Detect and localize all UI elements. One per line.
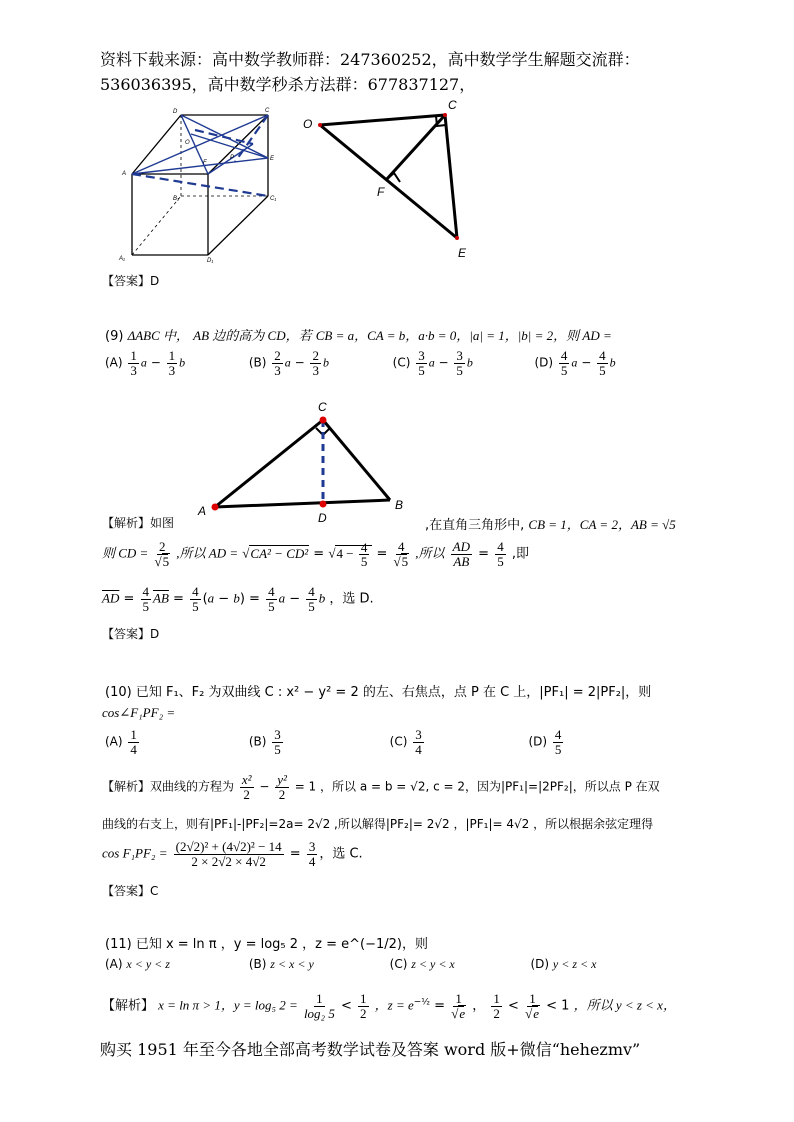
q9-b-c1-den: 3: [274, 362, 281, 378]
q10-number: (10): [105, 685, 132, 700]
q10-analysis-3den: 2 × 2√2 × 4√2: [191, 853, 266, 869]
q10-option-c: [390, 728, 525, 756]
q11-number: (11): [105, 937, 132, 952]
q9-b-c1-num: 2: [274, 348, 281, 363]
q11-option-b-text: z < x < y: [270, 957, 314, 971]
q9-stem-c: CB = a，CA = b，a·b = 0，|a| = 1，|b| = 2，则 AD =: [315, 328, 612, 343]
q9-number: (9): [105, 329, 124, 344]
q9-stem: [105, 325, 612, 344]
q10-option-c-label: (C): [389, 734, 408, 749]
q9-stem-a: ΔABC 中，: [127, 328, 189, 343]
q9-option-a: (A) $\frac{1}{3}$ a − $\frac{1}{3}$ b: [105, 348, 186, 378]
q9-b-c2-den: 3: [312, 362, 319, 378]
q9-line2-a: 则 CD =: [102, 545, 149, 561]
right-triangle-figure: [295, 95, 485, 265]
q10-option-a: [105, 728, 245, 756]
q10-c-num: 3: [415, 727, 422, 742]
q8-answer: 【答案】D: [102, 274, 160, 288]
q10-options: [105, 728, 605, 756]
q10-analysis-line2: 曲线的右支上，则有|PF₁|-|PF₂|=2a= 2√2 ,所以解得|PF₂|= 2√2 ，|PF₁|= 4√2 ，所以根据余弦定理得: [102, 817, 654, 831]
q9-options: [105, 349, 665, 377]
q11-analysis-d: ，: [472, 998, 486, 1014]
q11-option-a-text: x < y < z: [126, 957, 170, 971]
cube-label-B1: B₁: [173, 196, 179, 202]
cube-label-C1: C₁: [270, 196, 277, 202]
q9-a-c1-den: 3: [130, 362, 137, 378]
q9-option-b-label: (B): [248, 355, 267, 370]
q11-option-a-label: (A): [105, 957, 123, 971]
q11-option-d: [530, 957, 596, 972]
q11-option-c-text: z < y < x: [411, 957, 455, 971]
q11-analysis-c: ，z = e: [374, 997, 414, 1013]
q9-fig-label-D: D: [318, 511, 327, 525]
cube-label-P: P: [230, 155, 235, 161]
q9-answer: 【答案】D: [102, 627, 160, 641]
cube-label-A1: A₁: [119, 256, 125, 262]
q10-stem2: cos∠F₁PF₂ =: [102, 705, 176, 720]
q9-fig-label-B: B: [395, 498, 404, 512]
q9-line2-d: ,即: [511, 546, 529, 562]
q9-analysis-tail-text: ,在直角三角形中,: [425, 518, 525, 533]
q9-d-c2-den: 5: [599, 362, 606, 378]
q10-stem-text: 已知 F₁、F₂ 为双曲线 C : x² − y² = 2 的左、右焦点，点 P 在 C 上，|PF₁| = 2|PF₂|，则: [135, 685, 652, 700]
source-line-1: 资料下载来源：高中数学教师群：247360252，高中数学学生解题交流群：: [100, 50, 640, 69]
q9-d-c2-num: 4: [599, 348, 606, 363]
q10-b-num: 3: [274, 727, 281, 742]
q9-analysis-line3: $\overline{AD}$ = $\frac{4}{5}$ $\overline{AB}$ = $\frac{4}{5}$ (a − b) = $\frac{4}{5}$ a − $\frac{4}{5}$ b ，选 D.: [102, 584, 374, 614]
q11-option-d-label: (D): [530, 957, 550, 971]
q11-stem-text: 已知 x = ln π ，y = log₅ 2 ，z = e^(−1/2)，则: [135, 937, 428, 952]
q11-option-d-text: y < z < x: [552, 957, 597, 971]
q10-d-num: 4: [554, 727, 562, 742]
q10-analysis-line1: 【解析】双曲线的方程为 $\frac{\text{x²}}{2}$ − $\frac{\text{y²}}{2}$ = 1 ，所以 a = b = √2, c = 2，因为|PF₁|=|2PF₂|，所以点 P 在双: [102, 772, 660, 802]
q11-stem: [105, 933, 428, 952]
q9-analysis-vals: CB = 1，CA = 2，AB = √5: [528, 517, 676, 532]
q11-option-b-label: (B): [248, 957, 267, 971]
q9-option-c-label: (C): [392, 355, 411, 370]
q10-a-den: 4: [130, 741, 137, 757]
tri-label-F: F: [377, 185, 385, 199]
q10-d-den: 5: [554, 741, 562, 757]
q10-option-d: [528, 728, 565, 756]
q10-option-a-label: (A): [105, 734, 123, 749]
q9-option-d: (D) $\frac{4}{5}$ a − $\frac{4}{5}$ b: [534, 348, 616, 378]
q9-triangle-figure: [190, 395, 420, 525]
q9-c-c1-num: 3: [418, 348, 425, 363]
cube-figure: [115, 100, 285, 265]
q11-option-b: [249, 957, 386, 972]
q10-analysis-1b: ，所以 a = b = √2, c = 2，因为|PF₁|=|2PF₂|，所以点 P 在双: [320, 779, 660, 794]
q10-answer: 【答案】C: [102, 884, 159, 898]
q11-analysis-e: ，所以 y < z < x，: [573, 997, 676, 1013]
q9-line3-tail: ，选 D.: [329, 591, 374, 607]
q9-option-d-label: (D): [534, 355, 554, 370]
q10-a-num: 1: [130, 727, 137, 742]
q10-stem: [105, 681, 651, 700]
q9-option-c: (C) $\frac{3}{5}$ a − $\frac{3}{5}$ b: [392, 348, 473, 378]
q11-analysis-a: 【解析】: [102, 998, 155, 1014]
q9-stem-b: AB 边的高为 CD，若: [193, 328, 312, 343]
q9-a-c2-den: 3: [168, 362, 176, 378]
source-line-2: 536036395，高中数学秒杀方法群：677837127，: [100, 75, 476, 94]
q9-option-b: (B) $\frac{2}{3}$ a − $\frac{2}{3}$ b: [248, 348, 329, 378]
q11-option-a: [105, 957, 245, 972]
q10-analysis-1a: 【解析】双曲线的方程为: [102, 779, 235, 794]
q9-b-c2-num: 2: [312, 348, 319, 363]
cube-label-E: E: [270, 156, 275, 162]
q10-analysis-3a: cos F₁PF₂ =: [102, 845, 168, 861]
q10-analysis-3num: (2√2)² + (4√2)² − 14: [175, 839, 282, 854]
cube-label-O: O: [185, 140, 190, 146]
q10-option-d-label: (D): [528, 734, 548, 749]
cube-label-D1: D₁: [207, 258, 214, 264]
q10-analysis-3b: ，选 C.: [319, 846, 363, 862]
q9-c-c2-den: 5: [456, 362, 463, 378]
tri-label-O: O: [303, 117, 313, 131]
cube-label-D: D: [173, 109, 178, 115]
q11-option-c-label: (C): [389, 957, 408, 971]
q9-fig-label-C: C: [318, 400, 327, 414]
cube-label-A: A: [122, 171, 127, 177]
q9-line2-b: ,所以 AD =: [176, 545, 239, 561]
q11-analysis: 【解析】 x = ln π > 1，y = log₅ 2 = $\frac{1}{\text{log₂ 5}}$ < $\frac{1}{2}$ ，$z = e^{-\frac{1}{2}}$ = $\frac{1}{√e}$ ， $\frac{1}{2}$ < $\frac{1}{√e}$ < 1 ，所以 y < z < x，: [102, 991, 676, 1021]
q10-analysis-line3: cos F₁PF₂ = $\frac{\text{(2√2)² + (4√2)² − 14}}{2 \times 2√2 \times 4√2}$ = $\frac{3}{4}$ ，选 C.: [102, 839, 363, 869]
q9-a-c1-num: 1: [130, 348, 137, 363]
q11-option-c: [390, 957, 527, 972]
q10-b-den: 5: [274, 741, 281, 757]
cube-label-C: C: [265, 108, 270, 114]
q11-options: [105, 957, 665, 972]
footer-promo: 购买 1951 年至今各地全部高考数学试卷及答案 word 版+微信“hehezmv”: [100, 1040, 641, 1059]
q10-c-den: 4: [415, 741, 422, 757]
q9-analysis-label: 【解析】如图: [102, 516, 175, 530]
q9-analysis-tail: [425, 514, 676, 533]
q9-d-c1-num: 4: [560, 348, 568, 363]
cube-label-F: F: [203, 160, 207, 166]
q10-option-b: [249, 728, 386, 756]
q9-a-c2-num: 1: [168, 348, 176, 363]
q9-c-c1-den: 5: [418, 362, 425, 378]
q11-analysis-b: x = ln π > 1，y = log₅ 2 =: [158, 997, 298, 1013]
q9-line2-c: ,所以: [415, 545, 445, 561]
q9-d-c1-den: 5: [560, 362, 568, 378]
tri-label-C: C: [448, 98, 457, 112]
q9-fig-label-A: A: [198, 504, 207, 518]
q10-option-b-label: (B): [248, 734, 267, 749]
q9-option-a-label: (A): [105, 355, 123, 370]
q9-c-c2-num: 3: [456, 348, 463, 363]
q9-analysis-line2: 则 CD = $\frac{2}{√5}$ ,所以 AD = √CA² − CD² = √4 − $\frac{4}{5}$ = $\frac{4}{√5}$ ,所以 $\frac{AD}{AB}$ = $\frac{4}{5}$ ,即: [102, 539, 529, 570]
tri-label-E: E: [458, 246, 467, 260]
